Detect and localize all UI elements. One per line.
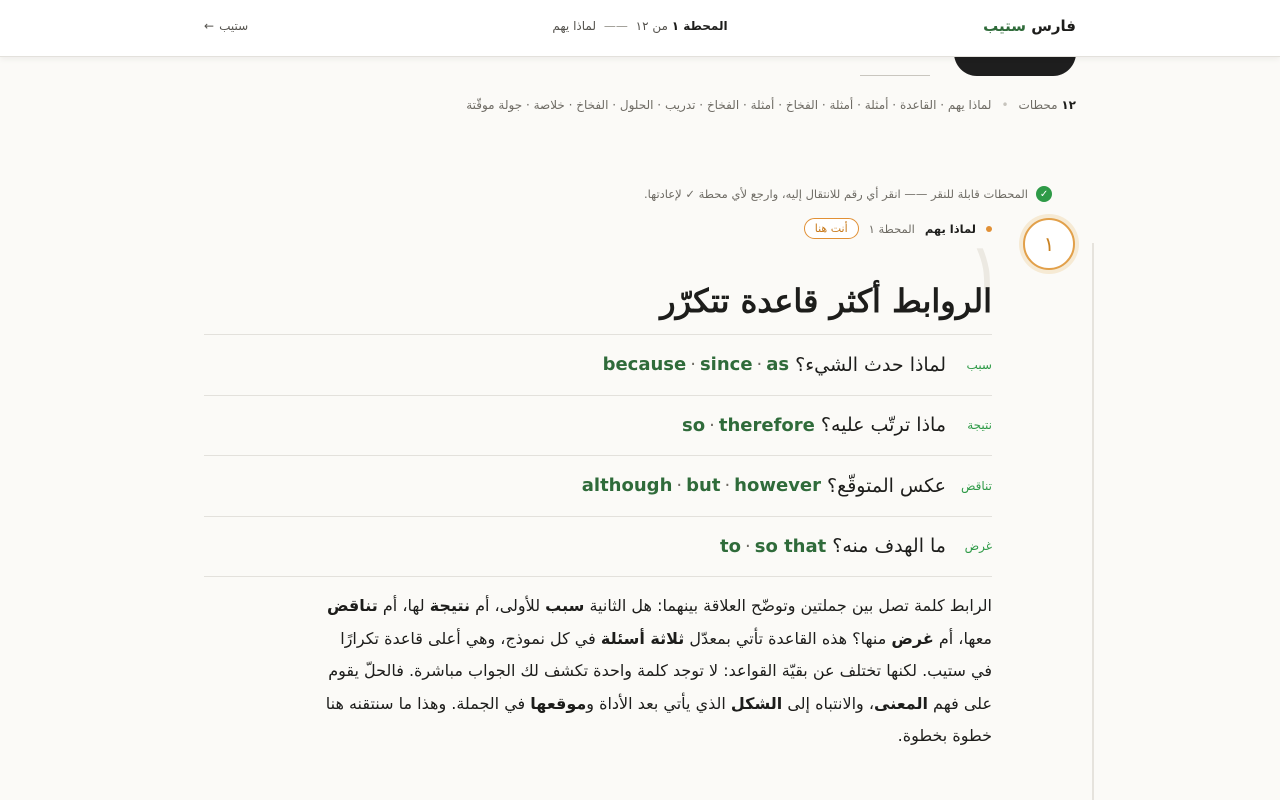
connector-question: لماذا حدث الشيء؟ [795,353,946,376]
station-of: من ١٢ [635,19,668,33]
connector-word: so [682,414,706,436]
word-separator: · [676,475,683,497]
connector-question: ما الهدف منه؟ [832,535,946,558]
para-text: الرابط كلمة تصل بين جملتين وتوضّح العلاقة بينهما: هل الثانية [584,596,992,615]
connector-table [204,334,992,577]
route-stops: لماذا يهم · القاعدة · أمثلة · أمثلة · الفخاخ · أمثلة · الفخاخ · تدريب · الحلول · الفخاخ · خلاصة · جولة موقّتة [466,98,992,112]
station-watermark-number: ١ [968,231,1003,305]
station-node-number: ١ [1023,218,1075,270]
para-text: معها، أم [933,628,992,648]
word-separator: · [756,354,763,376]
station-meta [804,218,992,239]
para-bold: غرض [891,628,934,648]
connector-question: عكس المتوقّع؟ [827,474,946,497]
connector-row [204,396,992,457]
station-count-number: ١٢ [1061,98,1076,112]
connector-word: therefore [718,414,815,436]
arrow-left-icon: ← [204,19,215,33]
para-text: في كل نموذج، وهي أعلى قاعدة تكرارًا في ستيب. لكنها تختلف عن بقيّة القواعد: لا توجد كلمة واحدة تكشف لك الجواب مباشرة. فالحلّ يقوم على فهم [328,628,992,713]
connector-words [603,354,790,375]
connector-word: since [699,354,753,376]
para-text: منها؟ هذه القاعدة تأتي بمعدّل [684,628,892,648]
check-icon: ✓ [1036,186,1052,202]
connector-word: although [581,475,673,497]
connector-row [204,456,992,517]
para-text: ، والانتباه إلى [782,693,874,713]
hint-text: المحطات قابلة للنقر —— انقر أي رقم للانتقال إليه، وارجع لأي محطة ✓ لإعادتها. [643,187,1028,201]
connector-word: so that [754,535,827,557]
top-bar [0,0,1280,57]
para-bold: موقعها [530,693,587,713]
connector-words [720,536,826,557]
brand-prefix: فارس [1031,17,1076,35]
word-separator: · [724,475,731,497]
para-bold: نتيجة [429,596,471,615]
connector-type-tag: سبب [966,357,992,372]
para-bold: الشكل [730,693,783,713]
timeline-rail [1092,243,1094,800]
connector-type-tag: تناقض [960,478,992,493]
brand-accent: ستيب [983,17,1026,35]
back-link[interactable] [204,19,248,33]
connector-words [582,475,821,496]
station-separator: —— [603,19,628,33]
station-number-label: المحطة ١ [868,221,915,236]
para-text: الذي يأتي بعد الأداة و [586,693,731,713]
para-bold: تناقض [326,596,378,615]
back-link-label: ستيب [219,19,249,33]
connector-word: because [602,354,687,376]
you-are-here-badge: أنت هنا [804,218,859,239]
connector-word: as [766,354,790,376]
page-title: الروابط أكثر قاعدة تتكرّر [660,282,992,320]
connector-word: to [720,535,741,557]
station-label: المحطة ١ [671,19,728,33]
connector-word: however [734,475,822,497]
connector-row [204,335,992,396]
para-bold: سبب [545,596,585,615]
station-count [1019,98,1076,112]
station-count-label: محطات [1018,98,1058,112]
connector-question: ماذا ترتّب عليه؟ [820,414,946,437]
para-text: للأولى، أم [470,596,546,615]
station-topic: لماذا يهم [552,19,597,33]
connector-type-tag: غرض [964,539,992,554]
station-node-1[interactable] [1019,214,1079,274]
connector-word: but [686,475,721,497]
station-indicator [0,19,1280,33]
connector-type-tag: نتيجة [967,418,992,433]
connector-words [682,415,815,436]
explanation-paragraph [322,590,992,753]
route-dot: • [1001,98,1009,112]
para-text: لها، أم [377,596,430,615]
connector-row [204,517,992,578]
word-separator: · [690,354,696,376]
navigation-hint [644,186,1052,202]
para-bold: المعنى [874,693,928,713]
station-topic-label: لماذا يهم [924,221,976,236]
word-separator: · [709,414,715,436]
route-summary [466,98,1076,112]
para-text: في الجملة. وهذا ما سنتقنه هنا خطوة بخطوة. [325,693,992,745]
para-bold: ثلاثة أسئلة [600,628,685,648]
word-separator: · [745,535,751,557]
